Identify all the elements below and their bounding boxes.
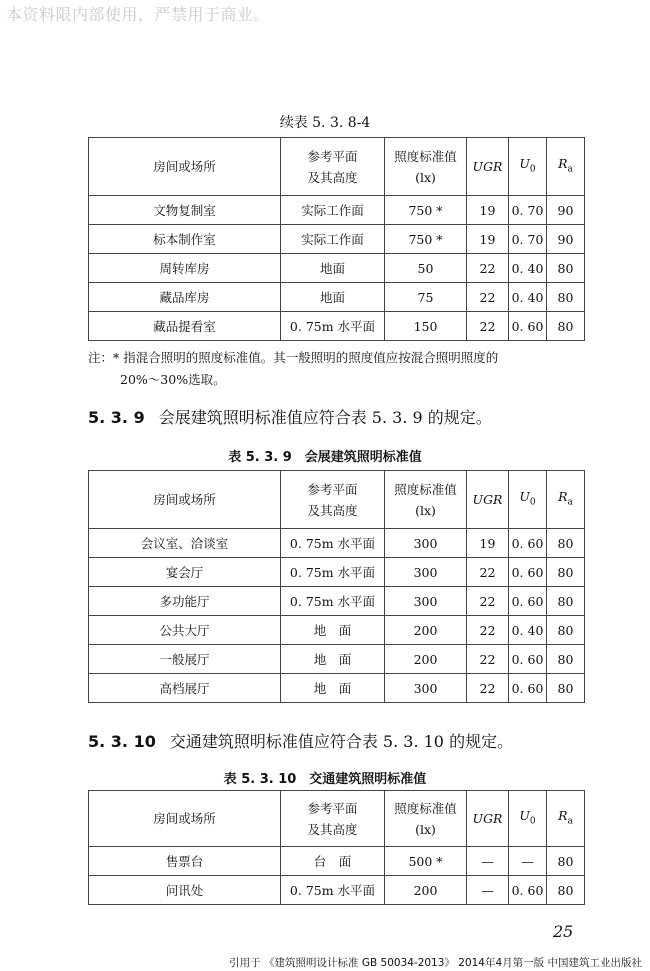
header-plane [281,791,385,847]
header-lux-line2: (lx) [415,169,436,185]
table-row [89,312,585,341]
cell-room: 标本制作室 [89,225,281,254]
header-ra-sub: a [567,816,573,827]
cell-lux: 150 [385,312,467,341]
clause-text: 会展建筑照明标准值应符合表 5. 3. 9 的规定。 [158,408,492,427]
cell-ra: 80 [547,558,585,587]
cell-room: 一般展厅 [89,645,281,674]
header-ra [547,138,585,196]
cell-lux: 500 * [385,847,467,876]
cell-room: 周转库房 [89,254,281,283]
cell-lux: 200 [385,876,467,905]
cell-lux: 750 * [385,196,467,225]
cell-plane: 地面 [281,254,385,283]
cell-lux: 300 [385,587,467,616]
cell-lux: 200 [385,616,467,645]
header-ugr: UGR [467,138,509,196]
cell-ugr: 22 [467,312,509,341]
table-row [89,847,585,876]
cell-ra: 80 [547,645,585,674]
table-5-3-9 [88,470,585,703]
cell-ra: 80 [547,616,585,645]
cell-ugr: — [467,876,509,905]
watermark: 本资料限内部使用，严禁用于商业。 [6,5,271,24]
cell-room: 高档展厅 [89,674,281,703]
table-row [89,283,585,312]
header-plane [281,471,385,529]
header-lux [385,471,467,529]
cell-plane: 0. 75m 水平面 [281,312,385,341]
header-plane-line1: 参考平面 [307,481,358,497]
header-lux-line1: 照度标准值 [394,148,457,164]
clause-number: 5. 3. 9 [88,408,145,427]
cell-ugr: 22 [467,674,509,703]
cell-plane: 0. 75m 水平面 [281,529,385,558]
cell-u0: 0. 60 [509,558,547,587]
header-u0 [509,138,547,196]
header-room: 房间或场所 [89,791,281,847]
header-plane-line2: 及其高度 [307,169,358,185]
header-u0-main: U [519,807,530,823]
cell-plane: 地 面 [281,674,385,703]
cell-plane: 实际工作面 [281,196,385,225]
header-u0-main: U [519,488,530,504]
cell-plane: 实际工作面 [281,225,385,254]
header-ra [547,471,585,529]
header-plane-line1: 参考平面 [307,148,358,164]
cell-room: 藏品库房 [89,283,281,312]
cell-plane: 地面 [281,283,385,312]
header-u0-sub: 0 [529,164,536,175]
cell-ra: 80 [547,674,585,703]
cell-ugr: 22 [467,587,509,616]
cell-ugr: 22 [467,616,509,645]
table-row [89,876,585,905]
table-header-row [89,791,585,847]
table-title-5-3-9: 表 5. 3. 9 会展建筑照明标准值 [228,450,422,465]
header-u0 [509,471,547,529]
header-lux [385,138,467,196]
cell-room: 文物复制室 [89,196,281,225]
cell-room: 藏品提看室 [89,312,281,341]
cell-ugr: 22 [467,254,509,283]
cell-ra: 80 [547,283,585,312]
table-row [89,616,585,645]
cell-ra: 90 [547,225,585,254]
cell-u0: 0. 60 [509,587,547,616]
cell-ugr: 22 [467,283,509,312]
cell-ra: 90 [547,196,585,225]
header-plane [281,138,385,196]
table-row [89,645,585,674]
cell-u0: — [509,847,547,876]
header-lux-line2: (lx) [415,502,436,518]
cell-lux: 50 [385,254,467,283]
table-row [89,196,585,225]
header-u0-main: U [519,155,530,171]
header-ugr: UGR [467,471,509,529]
cell-ra: 80 [547,529,585,558]
table-note [88,347,588,391]
table-row [89,674,585,703]
header-lux-line2: (lx) [415,821,436,837]
header-ra-main: R [558,488,568,504]
cell-u0: 0. 60 [509,529,547,558]
header-lux-line1: 照度标准值 [394,800,457,816]
cell-ugr: 19 [467,529,509,558]
clause-number: 5. 3. 10 [88,732,156,751]
table-row [89,529,585,558]
cell-lux: 75 [385,283,467,312]
cell-lux: 300 [385,558,467,587]
footer-citation: 引用于 《建筑照明设计标准 GB 50034-2013》 2014年4月第一版 中国建筑工业出版社 [229,957,642,969]
table-row [89,587,585,616]
note-line-1: 注：* 指混合照明的照度标准值。其一般照明的照度值应按混合照明照度的 [88,350,499,365]
cell-room: 宴会厅 [89,558,281,587]
cell-lux: 200 [385,645,467,674]
cell-plane: 0. 75m 水平面 [281,587,385,616]
table-title-5-3-8-4: 续表 5. 3. 8-4 [279,115,371,131]
cell-ugr: — [467,847,509,876]
header-ra-main: R [558,155,568,171]
header-lux-line1: 照度标准值 [394,481,457,497]
cell-u0: 0. 40 [509,254,547,283]
table-title-5-3-10: 表 5. 3. 10 交通建筑照明标准值 [223,772,427,787]
cell-lux: 300 [385,674,467,703]
cell-plane: 0. 75m 水平面 [281,558,385,587]
table-5-3-8-4 [88,137,585,341]
header-plane-line2: 及其高度 [307,502,358,518]
cell-plane: 地 面 [281,616,385,645]
cell-ra: 80 [547,847,585,876]
cell-room: 公共大厅 [89,616,281,645]
cell-lux: 750 * [385,225,467,254]
table-row [89,254,585,283]
header-plane-line1: 参考平面 [307,800,358,816]
header-lux [385,791,467,847]
cell-ugr: 19 [467,196,509,225]
clause-5-3-10 [88,729,608,752]
header-u0 [509,791,547,847]
header-ra-sub: a [567,497,573,508]
cell-u0: 0. 40 [509,616,547,645]
header-plane-line2: 及其高度 [307,821,358,837]
cell-room: 售票台 [89,847,281,876]
clause-5-3-9 [88,405,608,428]
cell-ra: 80 [547,254,585,283]
header-room: 房间或场所 [89,471,281,529]
header-room: 房间或场所 [89,138,281,196]
cell-u0: 0. 60 [509,312,547,341]
cell-ugr: 19 [467,225,509,254]
cell-u0: 0. 70 [509,225,547,254]
cell-u0: 0. 70 [509,196,547,225]
table-row [89,225,585,254]
table-row [89,558,585,587]
page-number: 25 [553,922,574,941]
cell-ra: 80 [547,876,585,905]
header-ra [547,791,585,847]
cell-room: 多功能厅 [89,587,281,616]
table-header-row [89,471,585,529]
cell-plane: 台 面 [281,847,385,876]
cell-ra: 80 [547,587,585,616]
cell-u0: 0. 60 [509,876,547,905]
header-u0-sub: 0 [529,497,536,508]
cell-plane: 0. 75m 水平面 [281,876,385,905]
table-header-row [89,138,585,196]
cell-u0: 0. 40 [509,283,547,312]
header-u0-sub: 0 [529,816,536,827]
cell-ra: 80 [547,312,585,341]
cell-lux: 300 [385,529,467,558]
cell-u0: 0. 60 [509,645,547,674]
cell-ugr: 22 [467,558,509,587]
cell-room: 问讯处 [89,876,281,905]
cell-u0: 0. 60 [509,674,547,703]
clause-text: 交通建筑照明标准值应符合表 5. 3. 10 的规定。 [169,732,514,751]
cell-plane: 地 面 [281,645,385,674]
header-ra-sub: a [567,164,573,175]
note-line-2: 20%～30%选取。 [120,372,226,387]
header-ra-main: R [558,807,568,823]
cell-ugr: 22 [467,645,509,674]
cell-room: 会议室、洽谈室 [89,529,281,558]
header-ugr: UGR [467,791,509,847]
table-5-3-10 [88,790,585,905]
